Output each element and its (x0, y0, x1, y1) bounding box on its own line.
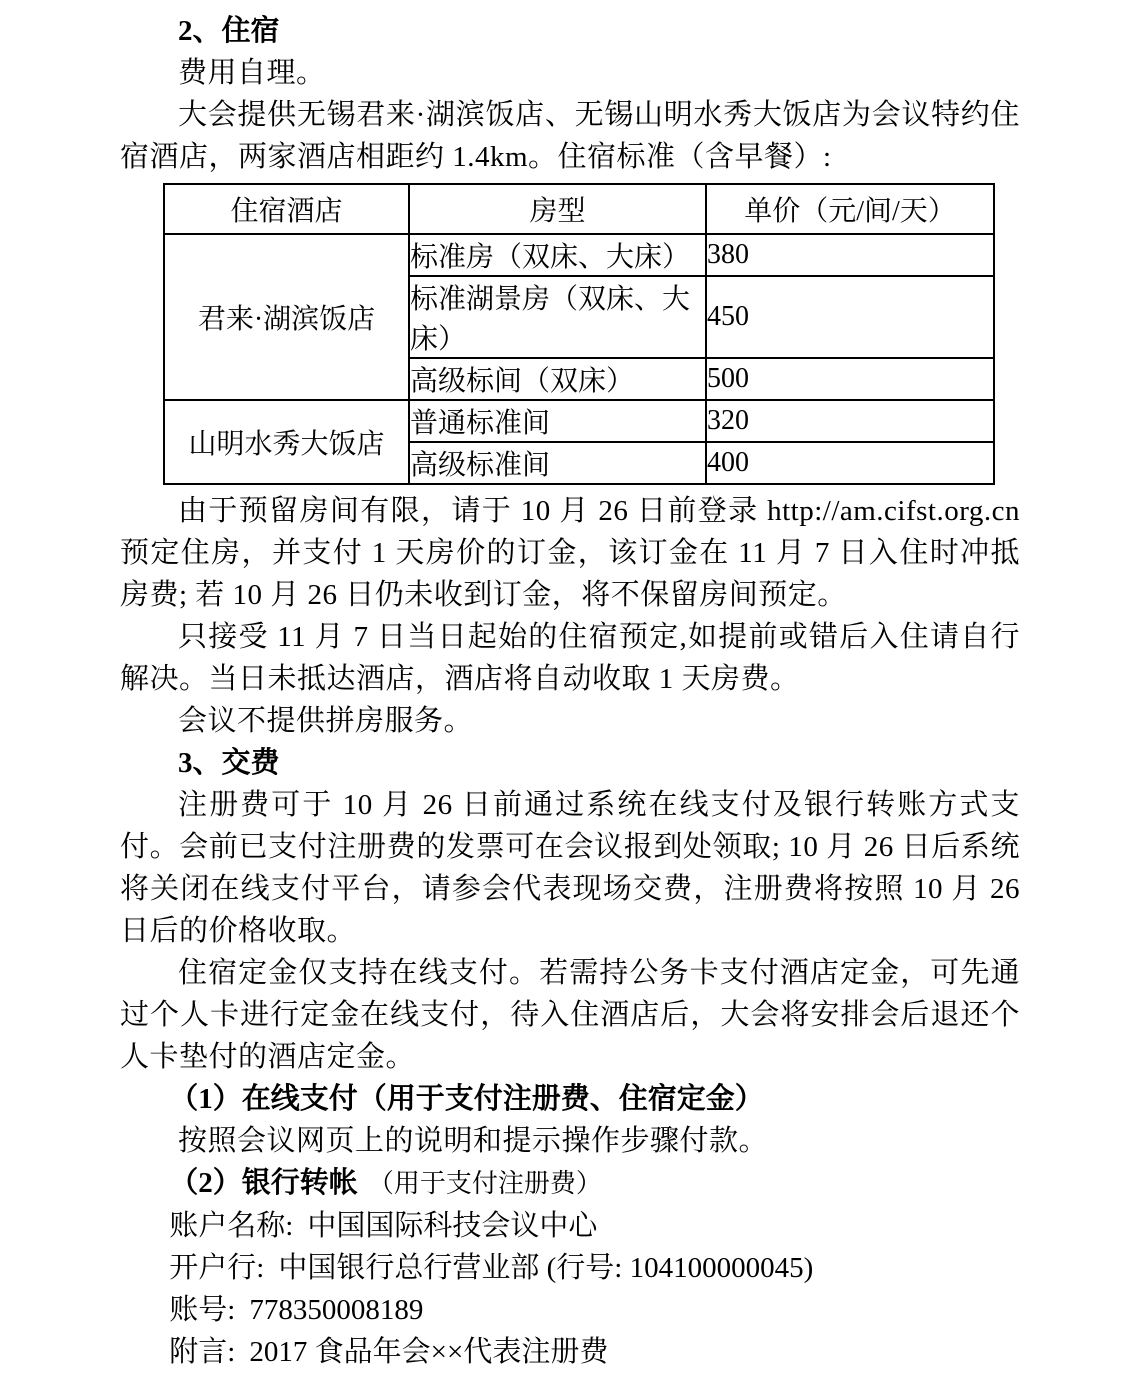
fee-note: 费用自理。 (178, 57, 326, 89)
bank-detail-label: 账户名称: (169, 1210, 294, 1242)
table-row (164, 400, 994, 442)
room-price: 450 (706, 276, 994, 358)
online-payment-heading: （1）在线支付（用于支付注册费、住宿定金） (169, 1083, 764, 1115)
bank-detail-bank-name (120, 1247, 1020, 1289)
hotel-name-shanming: 山明水秀大饭店 (164, 400, 409, 484)
bank-detail-label: 账号: (169, 1294, 236, 1326)
room-price: 320 (706, 400, 994, 442)
room-price: 500 (706, 358, 994, 400)
online-payment-instruction: 按照会议网页上的说明和提示操作步骤付款。 (178, 1125, 769, 1157)
checkin-note: 只接受 11 月 7 日当日起始的住宿预定,如提前或错后入住请自行解决。当日未抵达酒店，酒店将自动收取 1 天房费。 (120, 621, 1020, 695)
payment-para-registration: 注册费可于 10 月 26 日前通过系统在线支付及银行转账方式支付。会前已支付注册费的发票可在会议报到处领取; 10 月 26 日后系统将关闭在线支付平台，请参会代表现场交费，注册费将按照 10 月 26 日后的价格收取。 (120, 789, 1020, 947)
bank-detail-account-number (120, 1289, 1020, 1331)
section-heading-payment: 3、交费 (178, 747, 280, 779)
room-type: 标准湖景房（双床、大床） (409, 276, 706, 358)
table-header-price: 单价（元/间/天） (706, 184, 994, 234)
bank-transfer-heading-text: （2）银行转帐 (169, 1167, 358, 1199)
room-type: 高级标准间 (409, 442, 706, 484)
bank-detail-value: 中国银行总行营业部 (行号: 104100000045) (278, 1252, 814, 1284)
bank-detail-value: 中国国际科技会议中心 (307, 1210, 598, 1242)
accommodation-table (163, 183, 995, 485)
payment-para-deposit: 住宿定金仅支持在线支付。若需持公务卡支付酒店定金，可先通过个人卡进行定金在线支付，待入住酒店后，大会将安排会后退还个人卡垫付的酒店定金。 (120, 957, 1020, 1073)
table-header-hotel: 住宿酒店 (164, 184, 409, 234)
bank-transfer-heading (120, 1162, 1020, 1205)
table-row (164, 234, 994, 276)
bank-transfer-heading-note: （用于支付注册费） (367, 1169, 602, 1198)
bank-detail-label: 附言: (169, 1336, 236, 1368)
room-price: 380 (706, 234, 994, 276)
hotel-name-junlai: 君来·湖滨饭店 (164, 234, 409, 400)
room-price: 400 (706, 442, 994, 484)
room-type: 高级标间（双床） (409, 358, 706, 400)
accommodation-intro: 大会提供无锡君来·湖滨饭店、无锡山明水秀大饭店为会议特约住宿酒店，两家酒店相距约 1.4km。住宿标准（含早餐）: (120, 99, 1020, 173)
bank-detail-value: 778350008189 (249, 1294, 424, 1326)
table-header-row (164, 184, 994, 234)
bank-detail-label: 开户行: (169, 1252, 265, 1284)
bank-detail-memo (120, 1331, 1020, 1373)
room-type: 标准房（双床、大床） (409, 234, 706, 276)
booking-note: 由于预留房间有限，请于 10 月 26 日前登录 http://am.cifst.org.cn 预定住房，并支付 1 天房价的订金，该订金在 11 月 7 日入住时冲抵房费; 若 10 月 26 日仍未收到订金，将不保留房间预定。 (120, 495, 1020, 611)
section-heading-accommodation: 2、住宿 (178, 15, 280, 47)
room-type: 普通标准间 (409, 400, 706, 442)
no-sharing-note: 会议不提供拼房服务。 (178, 705, 474, 737)
table-header-room-type: 房型 (409, 184, 706, 234)
bank-detail-value: 2017 食品年会××代表注册费 (249, 1336, 609, 1368)
bank-detail-account-name (120, 1205, 1020, 1247)
